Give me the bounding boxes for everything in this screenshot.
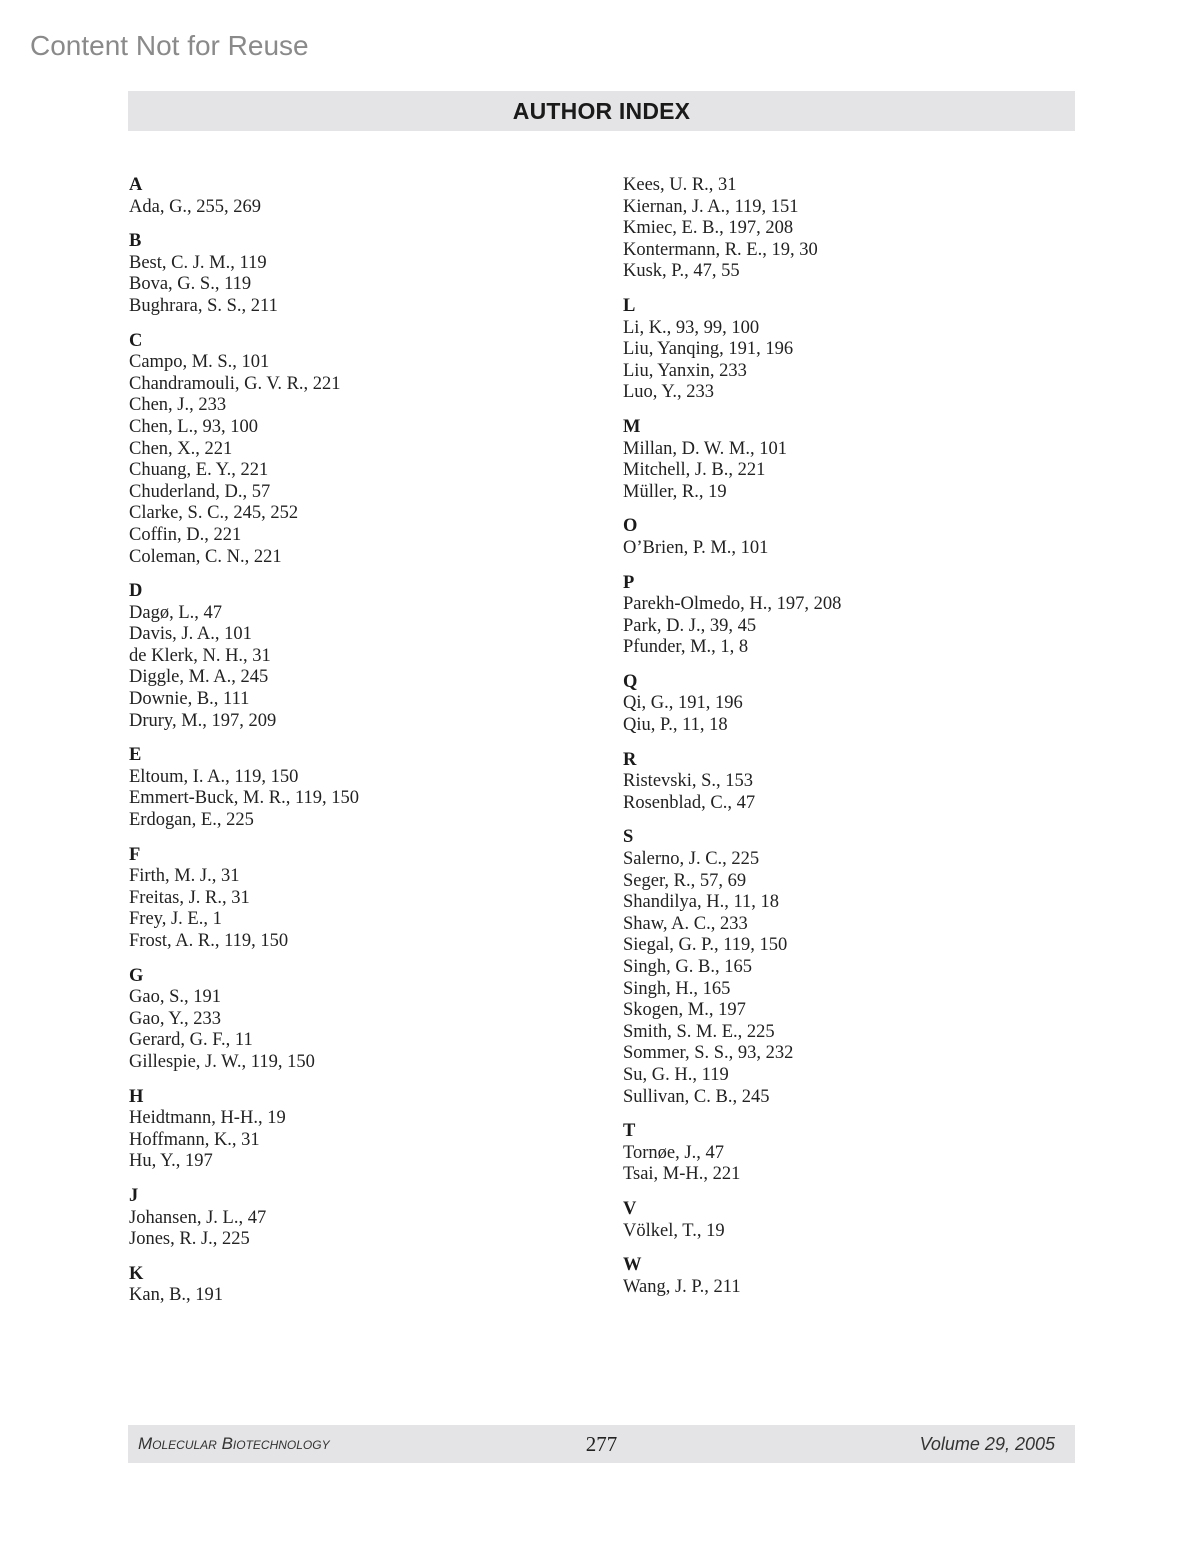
- author-entry: Gao, S., 191: [129, 987, 221, 1008]
- author-entry: Chen, J., 233: [129, 395, 227, 416]
- index-section: [129, 231, 589, 317]
- section-letter: F: [129, 844, 141, 865]
- author-entry: Siegal, G. P., 119, 150: [623, 935, 788, 956]
- page-title: AUTHOR INDEX: [512, 97, 691, 124]
- author-entry: Kusk, P., 47, 55: [623, 261, 740, 282]
- author-entry: Tsai, M-H., 221: [623, 1164, 741, 1185]
- section-letter: D: [129, 581, 143, 602]
- section-letter: O: [623, 516, 638, 537]
- author-entry: Gillespie, J. W., 119, 150: [129, 1051, 315, 1072]
- author-entry: Bova, G. S., 119: [129, 274, 252, 295]
- index-section: [623, 1121, 1083, 1186]
- section-letter: E: [129, 745, 142, 766]
- author-entry: Sullivan, C. B., 245: [623, 1086, 770, 1107]
- author-entry: Chandramouli, G. V. R., 221: [129, 373, 341, 394]
- index-section: [129, 175, 589, 218]
- author-entry: Kan, B., 191: [129, 1285, 224, 1306]
- section-letter: R: [623, 749, 637, 770]
- author-entry: Coffin, D., 221: [129, 524, 242, 545]
- index-section: [129, 1087, 589, 1173]
- author-entry: Frost, A. R., 119, 150: [129, 931, 289, 951]
- index-section: [129, 845, 589, 953]
- author-entry: Hoffmann, K., 31: [129, 1129, 260, 1150]
- index-section: [623, 417, 1083, 503]
- author-entry: Chuderland, D., 57: [129, 481, 271, 502]
- author-entry: Jones, R. J., 225: [129, 1229, 250, 1250]
- footer-banner: [128, 1425, 1075, 1463]
- author-entry: Li, K., 93, 99, 100: [623, 317, 760, 338]
- section-letter: G: [129, 965, 144, 986]
- author-entry: Parekh-Olmedo, H., 197, 208: [623, 594, 842, 615]
- section-letter: H: [129, 1086, 144, 1107]
- section-letter: B: [129, 231, 142, 252]
- index-section: [623, 1255, 1083, 1298]
- volume-info: Volume 29, 2005: [919, 1434, 1055, 1454]
- section-letter: W: [623, 1255, 642, 1276]
- author-entry: Luo, Y., 233: [623, 382, 714, 403]
- index-section: [623, 573, 1083, 659]
- section-letter: L: [623, 295, 636, 316]
- index-section: [623, 516, 1083, 559]
- index-section: [623, 1199, 1083, 1242]
- author-entry: Ristevski, S., 153: [623, 771, 754, 792]
- author-entry: Singh, H., 165: [623, 978, 731, 999]
- author-entry: Qiu, P., 11, 18: [623, 715, 728, 736]
- author-entry: O’Brien, P. M., 101: [623, 537, 769, 558]
- author-entry: Davis, J. A., 101: [129, 624, 252, 645]
- author-entry: Tornøe, J., 47: [623, 1142, 724, 1163]
- author-entry: Drury, M., 197, 209: [129, 710, 277, 731]
- author-entry: Frey, J. E., 1: [129, 909, 222, 930]
- author-entry: Su, G. H., 119: [623, 1064, 729, 1085]
- author-entry: Clarke, S. C., 245, 252: [129, 503, 299, 524]
- author-entry: Bughrara, S. S., 211: [129, 295, 278, 316]
- author-entry: Park, D. J., 39, 45: [623, 615, 757, 636]
- author-entry: Wang, J. P., 211: [623, 1276, 741, 1297]
- author-entry: Smith, S. M. E., 225: [623, 1021, 775, 1042]
- author-entry: Johansen, J. L., 47: [129, 1207, 267, 1228]
- section-letter: C: [129, 330, 143, 351]
- author-entry: Rosenblad, C., 47: [623, 792, 756, 813]
- index-section: [623, 827, 1083, 1108]
- author-entry: Shandilya, H., 11, 18: [623, 892, 780, 913]
- index-section: [129, 1186, 589, 1251]
- author-entry: Best, C. J. M., 119: [129, 252, 267, 273]
- author-entry: Kontermann, R. E., 19, 30: [623, 239, 818, 260]
- author-entry: Campo, M. S., 101: [129, 352, 270, 373]
- author-entry: Heidtmann, H-H., 19: [129, 1108, 286, 1129]
- section-letter: A: [129, 175, 143, 195]
- author-entry: Erdogan, E., 225: [129, 810, 254, 831]
- author-entry: Kees, U. R., 31: [623, 175, 737, 195]
- author-entry: Downie, B., 111: [129, 689, 250, 710]
- section-letter: S: [623, 827, 634, 848]
- author-entry: Ada, G., 255, 269: [129, 196, 262, 217]
- author-entry: Kiernan, J. A., 119, 151: [623, 196, 799, 217]
- index-section: [623, 750, 1083, 815]
- author-entry: de Klerk, N. H., 31: [129, 645, 271, 666]
- section-letter: V: [623, 1198, 637, 1219]
- index-section: [623, 175, 1083, 283]
- author-entry: Völkel, T., 19: [623, 1220, 725, 1241]
- author-entry: Müller, R., 19: [623, 481, 727, 502]
- author-entry: Eltoum, I. A., 119, 150: [129, 766, 299, 787]
- author-entry: Chen, L., 93, 100: [129, 416, 258, 437]
- section-letter: K: [129, 1263, 144, 1284]
- author-entry: Emmert-Buck, M. R., 119, 150: [129, 788, 360, 809]
- section-letter: P: [623, 572, 635, 593]
- author-entry: Mitchell, J. B., 221: [623, 460, 766, 481]
- author-entry: Skogen, M., 197: [623, 1000, 746, 1021]
- author-entry: Firth, M. J., 31: [129, 866, 240, 887]
- author-entry: Gerard, G. F., 11: [129, 1030, 253, 1051]
- author-entry: Liu, Yanxin, 233: [623, 360, 747, 381]
- watermark-text: Content Not for Reuse: [30, 30, 309, 61]
- author-entry: Hu, Y., 197: [129, 1151, 213, 1172]
- author-entry: Pfunder, M., 1, 8: [623, 637, 749, 658]
- section-letter: M: [623, 416, 641, 437]
- author-entry: Qi, G., 191, 196: [623, 693, 743, 714]
- author-entry: Shaw, A. C., 233: [623, 913, 748, 934]
- index-section: [623, 672, 1083, 737]
- author-entry: Millan, D. W. M., 101: [623, 438, 787, 459]
- index-section: [129, 581, 589, 732]
- index-section: [623, 296, 1083, 404]
- author-entry: Diggle, M. A., 245: [129, 667, 269, 688]
- page-number: 277: [585, 1432, 618, 1456]
- index-section: [129, 1264, 589, 1307]
- author-entry: Sommer, S. S., 93, 232: [623, 1043, 794, 1064]
- author-entry: Singh, G. B., 165: [623, 957, 753, 977]
- author-entry: Chuang, E. Y., 221: [129, 460, 269, 481]
- author-entry: Chen, X., 221: [129, 438, 233, 459]
- index-column-right: [623, 175, 1083, 1311]
- section-letter: T: [623, 1121, 636, 1142]
- journal-name: Molecular Biotechnology: [138, 1434, 330, 1453]
- author-entry: Liu, Yanqing, 191, 196: [623, 339, 794, 360]
- section-letter: J: [129, 1185, 139, 1206]
- index-section: [129, 331, 589, 569]
- section-letter: Q: [623, 671, 638, 692]
- index-section: [129, 966, 589, 1074]
- author-entry: Dagø, L., 47: [129, 602, 222, 623]
- author-entry: Salerno, J. C., 225: [623, 849, 760, 870]
- author-entry: Seger, R., 57, 69: [623, 870, 747, 891]
- author-entry: Coleman, C. N., 221: [129, 546, 282, 567]
- index-column-left: [129, 175, 589, 1320]
- author-entry: Gao, Y., 233: [129, 1008, 221, 1029]
- title-banner: [128, 91, 1075, 131]
- index-section: [129, 745, 589, 831]
- author-entry: Kmiec, E. B., 197, 208: [623, 218, 794, 239]
- author-entry: Freitas, J. R., 31: [129, 887, 250, 908]
